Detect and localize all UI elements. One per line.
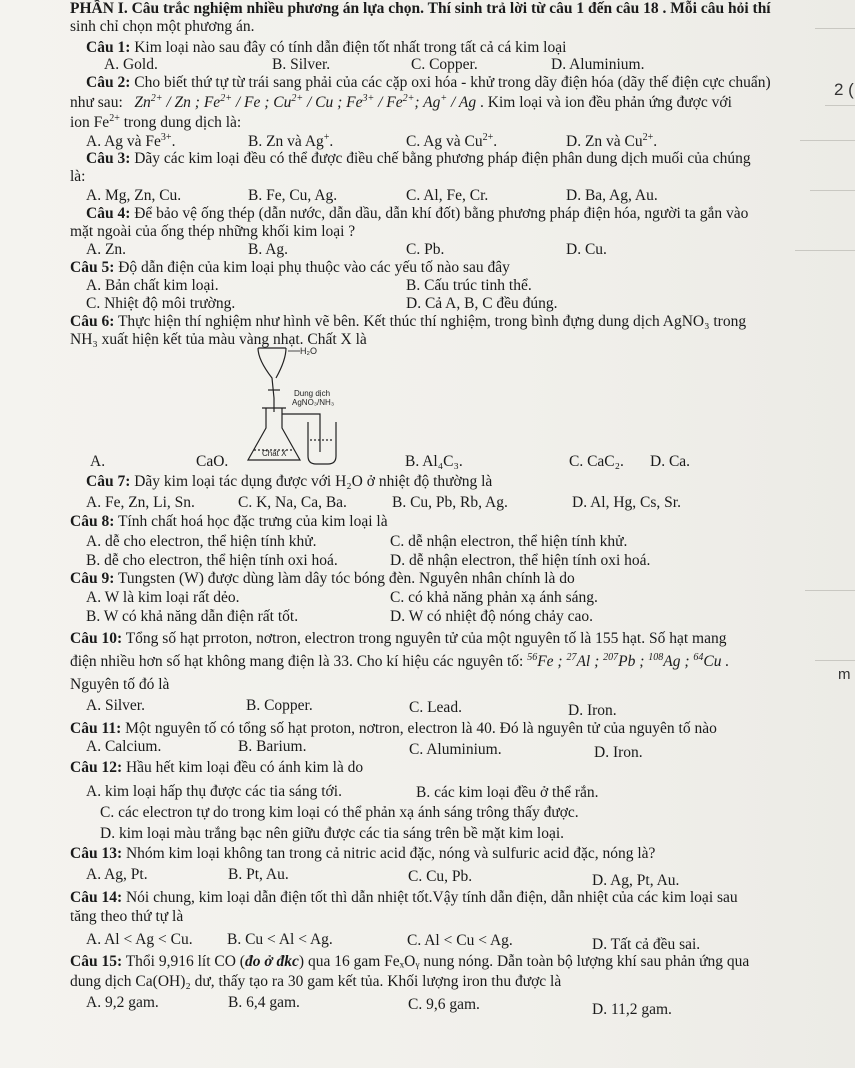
q8-option-a[interactable]: A. dễ cho electron, thể hiện tính khử.	[86, 533, 317, 550]
q2-line2: như sau: $Zn^{2+}$ / Zn ; $Fe^{2+}$ / Fe ; $Cu^{2+}$ / Cu ; $Fe^{3+} / Fe^{2+}$; Ag+ / Ag . Kim loại và ion đều phản ứng được với	[70, 92, 732, 111]
water-label: H₂O	[300, 346, 317, 356]
q2-option-a[interactable]: A. Ag và $Fe^{3+}$.	[86, 131, 176, 150]
dropping-funnel	[258, 348, 286, 412]
q3-option-d[interactable]: D. Ba, Ag, Au.	[566, 187, 658, 204]
q4-option-d[interactable]: D. Cu.	[566, 241, 607, 258]
q4-option-c[interactable]: C. Pb.	[406, 241, 445, 258]
q5-option-d[interactable]: D. Cả A, B, C đều đúng.	[406, 295, 558, 312]
q14-option-b[interactable]: B. Cu < Al < Ag.	[227, 931, 333, 948]
q11-option-a[interactable]: A. Calcium.	[86, 738, 162, 755]
q4-option-a[interactable]: A. Zn.	[86, 241, 127, 258]
q1-option-c[interactable]: C. Copper.	[411, 56, 478, 73]
q11-option-d[interactable]: D. Iron.	[594, 744, 643, 761]
section-heading: PHẦN I. Câu trắc nghiệm nhiều phương án lựa chọn. Thí sinh trả lời từ câu 1 đến câu 18 . Mỗi câu hỏi thí	[70, 0, 771, 17]
q10-option-d[interactable]: D. Iron.	[568, 702, 617, 719]
solution-label-2: AgNO₃/NH₃	[292, 398, 335, 407]
q1-option-b[interactable]: B. Silver.	[272, 56, 331, 73]
ruled-line	[810, 190, 855, 191]
question-3: Câu 3: Dãy các kim loại đều có thể được điều chế bằng phương pháp điện phân dung dịch muối của chúng	[86, 150, 751, 167]
q15-option-d[interactable]: D. 11,2 gam.	[592, 1001, 672, 1018]
q6-option-c[interactable]: C. CaC₂.	[569, 453, 624, 470]
q12-option-a[interactable]: A. kim loại hấp thụ được các tia sáng tới.	[86, 783, 342, 800]
q1-option-d[interactable]: D. Aluminium.	[551, 56, 645, 73]
solution-label-1: Dung dịch	[294, 389, 331, 398]
q10-option-a[interactable]: A. Silver.	[86, 697, 145, 714]
ruled-line	[800, 140, 855, 141]
solid-x-label: Chất X	[262, 449, 287, 458]
question-5: Câu 5: Độ dẫn điện của kim loại phụ thuộc vào các yếu tố nào sau đây	[70, 259, 510, 276]
q13-option-a[interactable]: A. Ag, Pt.	[86, 866, 148, 883]
section-heading-line2: sinh chỉ chọn một phương án.	[70, 18, 255, 35]
q6-option-a[interactable]: A.	[90, 453, 106, 470]
ruled-line	[825, 105, 855, 106]
question-15: Câu 15: Thổi 9,916 lít CO (đo ở đkc) qua 16 gam FeₓOᵧ nung nóng. Dẫn toàn bộ lượng khí sau phản ứng qua	[70, 953, 750, 970]
ruled-line	[815, 660, 855, 661]
ruled-line	[805, 590, 855, 591]
q2-option-c[interactable]: C. Ag và $Cu^{2+}$.	[406, 131, 498, 150]
q7-option-d[interactable]: D. Al, Hg, Cs, Sr.	[572, 494, 681, 511]
q13-option-b[interactable]: B. Pt, Au.	[228, 866, 289, 883]
q14-option-d[interactable]: D. Tất cả đều sai.	[592, 936, 701, 953]
q5-option-a[interactable]: A. Bản chất kim loại.	[86, 277, 219, 294]
q12-option-d[interactable]: D. kim loại màu trắng bạc nên giữu được các tia sáng trên bề mặt kim loại.	[100, 825, 565, 842]
q8-option-d[interactable]: D. dễ nhận electron, thể hiện tính oxi hoá.	[390, 552, 651, 569]
question-6: Câu 6: Thực hiện thí nghiệm như hình vẽ bên. Kết thúc thí nghiệm, trong bình đựng dung dịch AgNO₃ trong	[70, 313, 747, 330]
q6-option-a-value[interactable]: CaO.	[196, 453, 229, 470]
q9-option-d[interactable]: D. W có nhiệt độ nóng chảy cao.	[390, 608, 594, 625]
q2-option-b[interactable]: B. Zn và Ag+.	[248, 131, 334, 150]
q10-line3: Nguyên tố đó là	[70, 676, 170, 693]
q10-option-b[interactable]: B. Copper.	[246, 697, 313, 714]
q3-option-a[interactable]: A. Mg, Zn, Cu.	[86, 187, 182, 204]
question-9: Câu 9: Tungsten (W) được dùng làm dây tóc bóng đèn. Nguyên nhân chính là do	[70, 570, 575, 587]
experiment-figure	[228, 340, 358, 468]
question-7: Câu 7: Dãy kim loại tác dụng được với H₂O ở nhiệt độ thường là	[86, 473, 493, 490]
q7-option-a[interactable]: A. Fe, Zn, Li, Sn.	[86, 494, 195, 511]
delivery-tube	[282, 414, 320, 452]
q9-option-a[interactable]: A. W là kim loại rất dẻo.	[86, 589, 240, 606]
q8-option-b[interactable]: B. dễ cho electron, thể hiện tính oxi hoá.	[86, 552, 338, 569]
q7-option-c[interactable]: C. K, Na, Ca, Ba.	[238, 494, 347, 511]
question-11: Câu 11: Một nguyên tố có tổng số hạt proton, nơtron, electron là 40. Đó là nguyên tử của nguyên tố nào	[70, 720, 717, 737]
question-2: Câu 2: Cho biết thứ tự từ trái sang phải của các cặp oxi hóa - khử trong dãy điện hóa (dãy thế điện cực chuẩn)	[86, 74, 771, 91]
question-14: Câu 14: Nói chung, kim loại dẫn điện tốt thì dẫn nhiệt tốt.Vậy tính dẫn điện, dẫn nhiệt của các kim loại sau	[70, 889, 738, 906]
q12-option-c[interactable]: C. các electron tự do trong kim loại có thể phản xạ ánh sáng trông thấy được.	[100, 804, 579, 821]
q15-option-b[interactable]: B. 6,4 gam.	[228, 994, 300, 1011]
q1-option-a[interactable]: A. Gold.	[104, 56, 158, 73]
q12-option-b[interactable]: B. các kim loại đều ở thể rắn.	[416, 784, 599, 801]
q3-line2: là:	[70, 168, 86, 185]
q5-option-b[interactable]: B. Cấu trúc tinh thể.	[406, 277, 532, 294]
q6-option-d[interactable]: D. Ca.	[650, 453, 691, 470]
q15-option-a[interactable]: A. 9,2 gam.	[86, 994, 159, 1011]
q10-option-c[interactable]: C. Lead.	[409, 699, 462, 716]
ruled-line	[815, 28, 855, 29]
q13-option-c[interactable]: C. Cu, Pb.	[408, 868, 473, 885]
margin-handwritten-mark: 2 (	[834, 80, 854, 99]
q9-option-b[interactable]: B. W có khả năng dẫn điện rất tốt.	[86, 608, 299, 625]
q14-line2: tăng theo thứ tự là	[70, 908, 184, 925]
q14-option-c[interactable]: C. Al < Cu < Ag.	[407, 932, 513, 949]
q7-option-b[interactable]: B. Cu, Pb, Rb, Ag.	[392, 494, 508, 511]
q3-option-b[interactable]: B. Fe, Cu, Ag.	[248, 187, 338, 204]
question-1: Câu 1: Kim loại nào sau đây có tính dẫn điện tốt nhất trong tất cả cá kim loại	[86, 39, 567, 56]
question-4: Câu 4: Để bảo vệ ống thép (dẫn nước, dẫn dầu, dẫn khí đốt) bằng phương pháp điện hóa, người ta gắn vào	[86, 205, 749, 222]
question-12: Câu 12: Hầu hết kim loại đều có ánh kim là do	[70, 759, 364, 776]
q4-option-b[interactable]: B. Ag.	[248, 241, 289, 258]
q9-option-c[interactable]: C. có khả năng phản xạ ánh sáng.	[390, 589, 598, 606]
q14-option-a[interactable]: A. Al < Ag < Cu.	[86, 931, 193, 948]
question-10: Câu 10: Tổng số hạt prroton, nơtron, electron trong nguyên tử của một nguyên tố là 155 hạt. Số hạt mang	[70, 630, 727, 647]
q8-option-c[interactable]: C. dễ nhận electron, thể hiện tính khử.	[390, 533, 628, 550]
ruled-line	[795, 250, 855, 251]
q4-line2: mặt ngoài của ống thép những khối kim loại ?	[70, 223, 356, 240]
q10-line2: điện nhiều hơn số hạt không mang điện là 33. Cho kí hiệu các nguyên tố: $^{56}$Fe ; $^{27}$Al ; $^{207}$Pb ; $^{108}$Ag ; $^{64}$Cu .	[70, 651, 730, 670]
q11-option-b[interactable]: B. Barium.	[238, 738, 307, 755]
test-tube	[308, 422, 336, 464]
q13-option-d[interactable]: D. Ag, Pt, Au.	[592, 872, 680, 889]
q3-option-c[interactable]: C. Al, Fe, Cr.	[406, 187, 489, 204]
q6-line2: NH₃ xuất hiện kết tủa màu vàng nhạt. Chất X là	[70, 331, 367, 348]
q2-option-d[interactable]: D. Zn và $Cu^{2+}$.	[566, 131, 658, 150]
q6-option-b[interactable]: B. Al₄C₃.	[405, 453, 463, 470]
margin-letter: m	[838, 666, 851, 683]
question-8: Câu 8: Tính chất hoá học đặc trưng của kim loại là	[70, 513, 388, 530]
q15-line2: dung dịch Ca(OH)₂ dư, thấy tạo ra 30 gam kết tủa. Khối lượng iron thu được là	[70, 973, 562, 990]
question-13: Câu 13: Nhóm kim loại không tan trong cả nitric acid đặc, nóng và sulfuric acid đặc, nóng là?	[70, 845, 656, 862]
q2-line3: ion $Fe^{2+}$ trong dung dịch là:	[70, 112, 242, 131]
q11-option-c[interactable]: C. Aluminium.	[409, 741, 502, 758]
q15-option-c[interactable]: C. 9,6 gam.	[408, 996, 480, 1013]
q5-option-c[interactable]: C. Nhiệt độ môi trường.	[86, 295, 236, 312]
